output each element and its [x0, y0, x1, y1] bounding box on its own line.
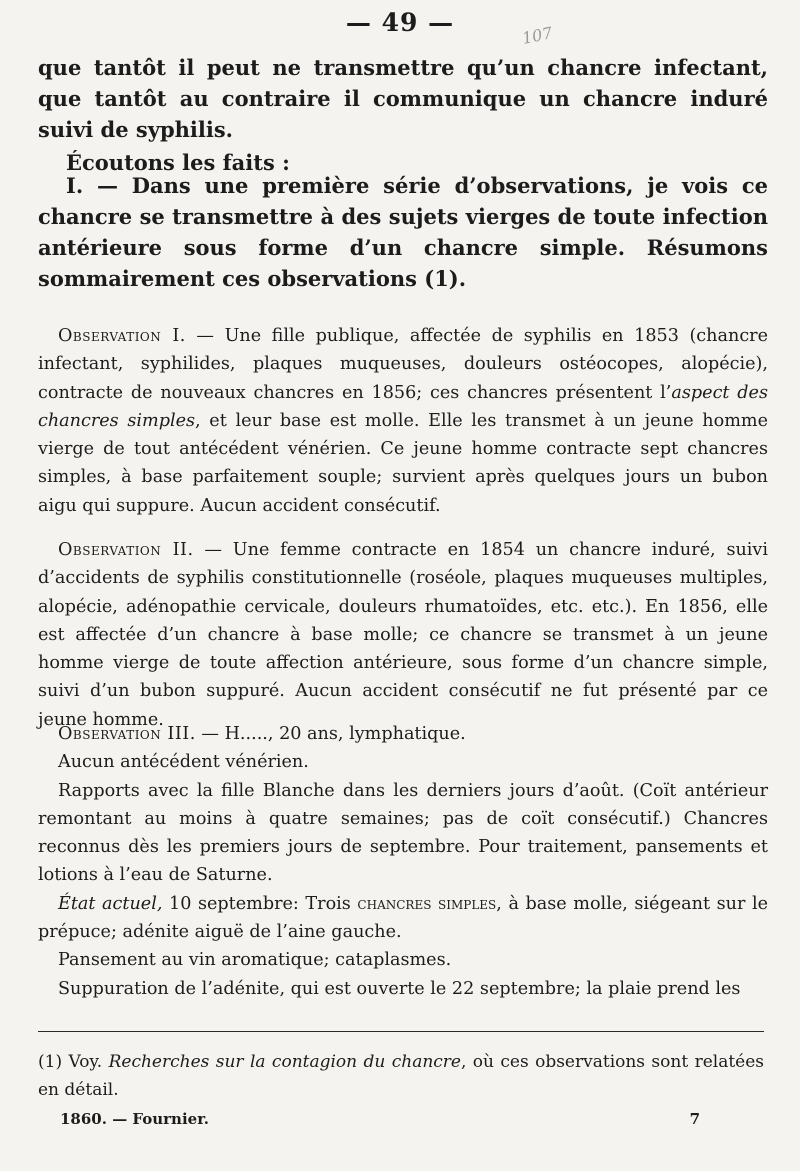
observation-3-etat: État actuel, [58, 893, 163, 914]
footnote [38, 1048, 764, 1104]
observation-2-text [38, 536, 768, 734]
intro-heading: Écoutons les faits : [66, 150, 290, 175]
section-paragraph [38, 170, 768, 294]
footnote-rest: , où ces observations sont relatées en détail. [38, 1052, 765, 1100]
intro-paragraph [38, 52, 768, 178]
page-number: — 49 — [345, 8, 455, 37]
observation-3-intro: — H....., 20 ans, lymphatique. [195, 724, 466, 744]
observation-3-header-line [38, 720, 768, 748]
observation-3-p3 [38, 890, 768, 947]
footer-signature: 1860. — Fournier. [60, 1110, 209, 1128]
observation-3-heading: Observation III. [58, 724, 196, 744]
observation-3-p4: Pansement au vin aromatique; cataplasmes. [58, 950, 452, 971]
observation-3-p2: Rapports avec la fille Blanche dans les derniers jours d’août. (Coït antérieur remontant au moins à quatre semaines; pas de coït consécutif.) Chancres reconnus dès les premiers jours de septembre. Pour traitement, pansements et lotions à l’eau de Saturne. [38, 780, 768, 886]
observation-3-p3-smallcaps: chancres simples [357, 893, 497, 914]
handwritten-margin-note: 107 [520, 23, 555, 48]
observation-1-heading: Observation I. [58, 326, 186, 346]
observation-1-body-b: , et leur base est molle. Elle les transmet à un jeune homme vierge de tout antécédent vénérien. Ce jeune homme contracte sept chancres simples, à base parfaitement souple; survient après quelques jours un bubon aigu qui suppure. Aucun accident consécutif. [38, 410, 768, 516]
observation-3 [38, 720, 768, 1003]
observation-3-p5: Suppuration de l’adénite, qui est ouverte le 22 septembre; la plaie prend les [58, 978, 741, 999]
observation-2 [38, 536, 768, 734]
intro-text: que tantôt il peut ne transmettre qu’un chancre infectant, que tantôt au contraire il communique un chancre induré suivi de syphilis. [38, 55, 768, 142]
observation-1-text [38, 322, 768, 520]
footnote-marker: (1) Voy. [38, 1052, 109, 1072]
observation-1-emphasis: aspect des chancres simples [38, 382, 768, 431]
footer-sheet-number: 7 [689, 1110, 700, 1128]
observation-1 [38, 322, 768, 520]
observation-3-p3-a: 10 septembre: Trois [162, 893, 358, 914]
observation-1-body-a: — Une fille publique, affectée de syphilis en 1853 (chancre infectant, syphilides, plaques muqueuses, douleurs ostéocopes, alopécie), contracte de nouveaux chancres en 1856; ces chancres présentent l’ [38, 326, 768, 403]
observation-2-heading: Observation II. [58, 540, 194, 560]
footnote-title: Recherches sur la contagion du chancre [108, 1052, 461, 1072]
footnote-divider [38, 1031, 764, 1032]
observation-3-p3-b: , à base molle, siégeant sur le prépuce; adénite aiguë de l’aine gauche. [38, 893, 768, 943]
section-text: I. — Dans une première série d’observations, je vois ce chancre se transmettre à des sujets vierges de toute infection antérieure sous forme d’un chancre simple. Résumons sommairement ces observations (1). [38, 173, 768, 291]
observation-2-body: — Une femme contracte en 1854 un chancre induré, suivi d’accidents de syphilis constitutionnelle (roséole, plaques muqueuses multiples, alopécie, adénopathie cervicale, douleurs rhumatoïdes, etc. etc.). En 1856, elle est affectée d’un chancre à base molle; ce chancre se transmet à un jeune homme vierge de toute affection antérieure, sous forme d’un chancre simple, suivi d’un bubon suppuré. Aucun accident consécutif ne fut présenté par ce jeune homme. [38, 540, 768, 730]
observation-3-p1: Aucun antécédent vénérien. [58, 752, 309, 773]
